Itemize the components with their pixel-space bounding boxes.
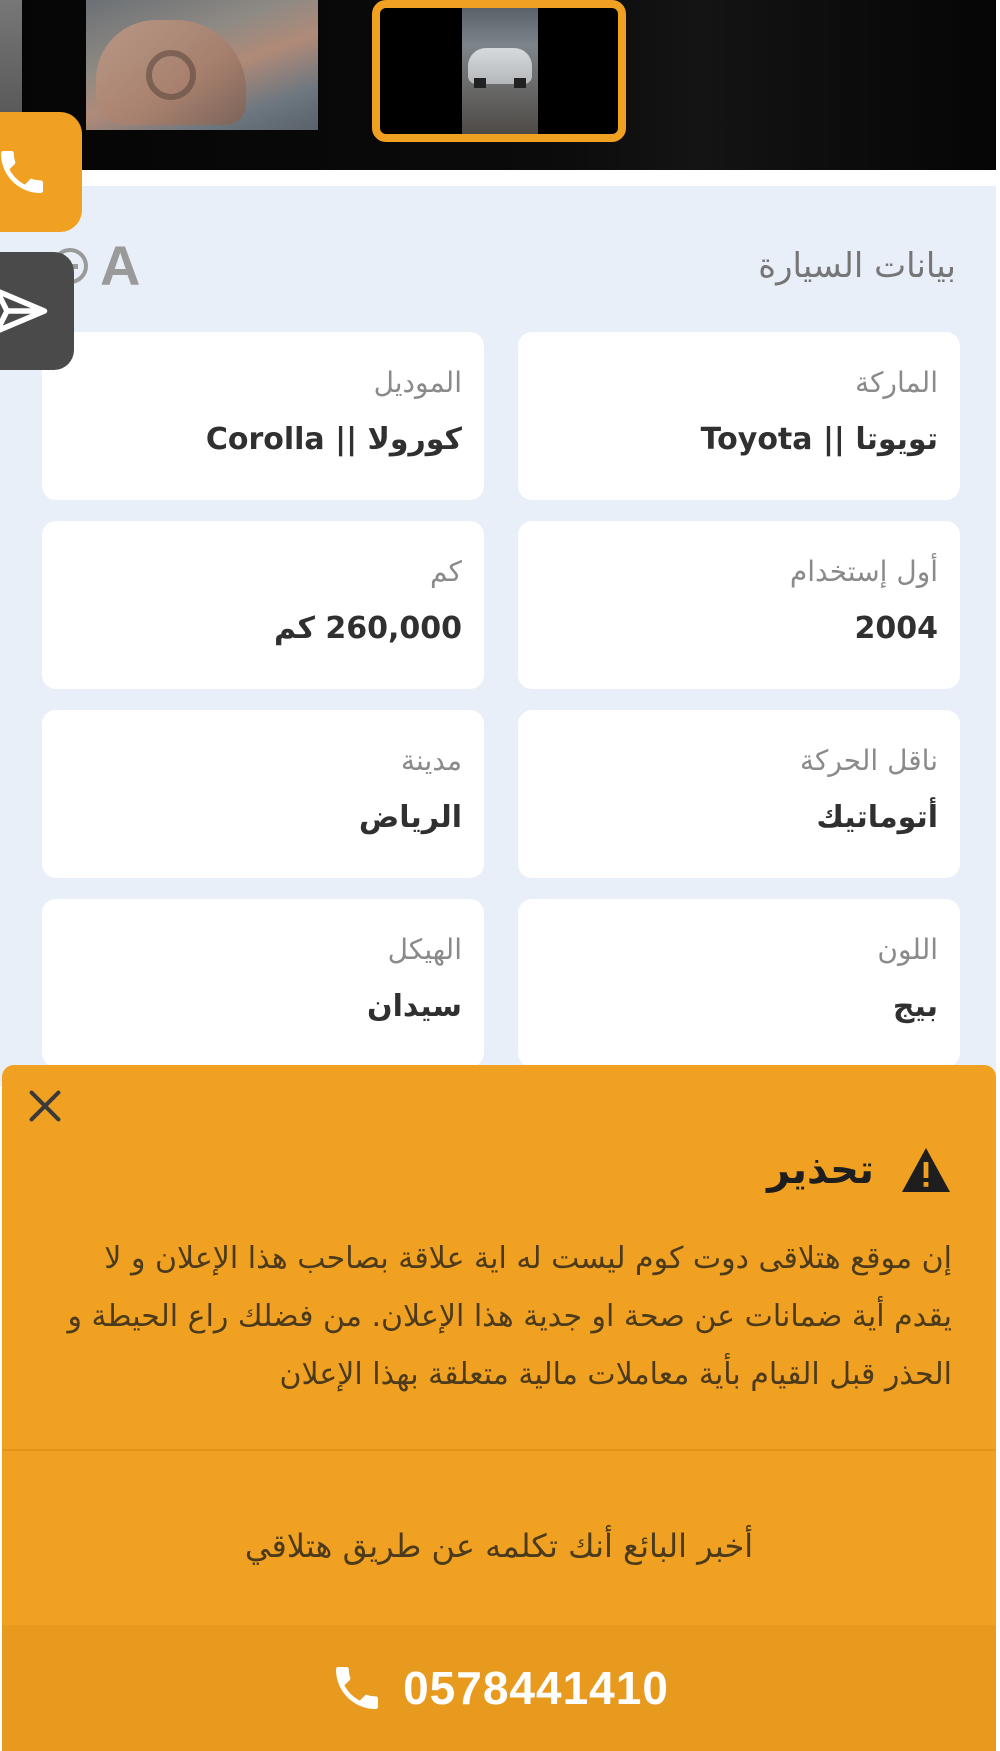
floating-share-button[interactable] [0,252,74,370]
detail-value: أتوماتيك [816,800,938,835]
detail-value: 2004 [854,611,938,646]
detail-value: 260,000 كم [273,611,462,646]
detail-label: الموديل [373,366,462,399]
warning-triangle-icon [902,1148,950,1192]
detail-value: بيج [892,989,938,1024]
thumbnail-image-detail [146,50,196,100]
detail-card-transmission [518,710,960,878]
detail-label: الهيكل [387,933,462,966]
warning-sheet [2,1065,996,1751]
car-details-section [0,186,996,1086]
floating-call-button[interactable] [0,112,82,232]
thumbnail-car-wheels [474,78,526,88]
detail-card-mileage [42,521,484,689]
detail-card-city [42,710,484,878]
section-title: بيانات السيارة [758,246,956,286]
detail-card-body-type [42,899,484,1067]
warning-text: إن موقع هتلاقى دوت كوم ليست له اية علاقة بصاحب هذا الإعلان و لا يقدم أية ضمانات عن صحة او جدية هذا الإعلان. من فضلك راع الحيطة و الحذر قبل القيام بأية معاملات مالية متعلقة بهذا الإعلان [67,1241,952,1392]
detail-label: ناقل الحركة [800,744,938,777]
phone-icon [0,144,50,200]
detail-value: سيدان [367,989,462,1024]
detail-label: اللون [877,933,938,966]
detail-value: كورولا || Corolla [205,422,462,457]
detail-card-color [518,899,960,1067]
detail-card-brand [518,332,960,500]
gallery-thumbnail[interactable] [86,0,318,130]
detail-label: الماركة [855,366,938,399]
share-icon [0,281,52,341]
gallery-thumbnail-selected[interactable] [372,0,626,142]
detail-card-model [42,332,484,500]
phone-icon [329,1660,385,1716]
call-seller-button[interactable] [2,1625,996,1751]
tell-seller-text: أخبر البائع أنك تكلمه عن طريق هتلاقي [244,1527,754,1565]
detail-label: كم [430,555,462,588]
divider [2,1449,996,1451]
warning-title: تحذير [767,1147,874,1193]
close-icon[interactable] [24,1085,66,1127]
warning-header [767,1147,950,1193]
detail-value: الرياض [358,800,462,835]
gallery-thumbnail-edge[interactable] [0,0,22,130]
image-gallery [0,0,996,170]
detail-card-first-use [518,521,960,689]
phone-number: 0578441410 [403,1662,669,1714]
font-increase-button[interactable]: A [100,234,141,297]
detail-value: تويوتا || Toyota [700,422,938,457]
detail-label: أول إستخدام [789,555,938,588]
detail-label: مدينة [401,744,462,777]
